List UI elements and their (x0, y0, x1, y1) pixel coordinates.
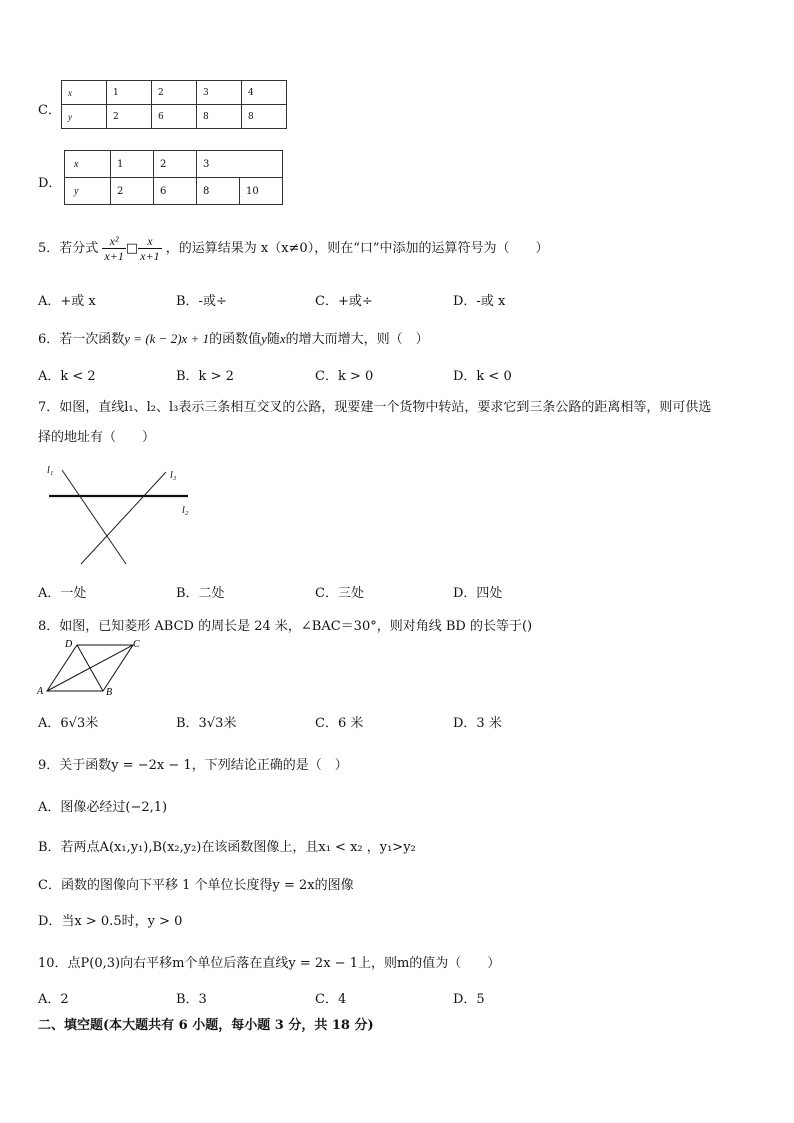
q7-option-d: D．四处 (453, 586, 503, 601)
q5-suffix: ，的运算结果为 x（x≠0），则在“口”中添加的运算符号为（ ） (165, 241, 549, 256)
question-5 (38, 234, 549, 263)
q5-option-a: A．+或 x (38, 294, 96, 309)
q6-suffix: 的增大而增大，则（ ） (285, 332, 429, 347)
question-7-line-1: 7．如图，直线l₁、l₂、l₃表示三条相互交叉的公路，现要建一个货物中转站，要求它到三条公路的距离相等，则可供选 (38, 400, 712, 415)
q9-option-b: B．若两点A(x₁,y₁),B(x₂,y₂)在该函数图像上，且x₁ < x₂ ，y₁>y₂ (38, 840, 416, 855)
q6-option-c: C．k > 0 (315, 369, 374, 384)
q10-option-c: C．4 (315, 992, 347, 1007)
question-8: 8．如图，已知菱形 ABCD 的周长是 24 米，∠BAC＝30°，则对角线 BD 的长等于() (38, 619, 533, 634)
table-cell: x (65, 151, 111, 178)
q9-option-d: D．当x > 0.5时，y > 0 (38, 914, 183, 929)
question-6 (38, 328, 429, 347)
q5-fraction-1-numerator: x² (102, 234, 125, 249)
table-cell: 1 (111, 151, 154, 178)
q10-option-d: D．5 (453, 992, 485, 1007)
q10-option-b: B．3 (176, 992, 207, 1007)
table-cell: y (62, 105, 107, 129)
label-b: B (106, 687, 113, 698)
q5-fraction-1 (102, 234, 125, 263)
q6-formula: y = (k − 2)x + 1 (124, 331, 210, 346)
q9-option-c: C．函数的图像向下平移 1 个单位长度得y = 2x的图像 (38, 878, 354, 893)
q5-fraction-2-numerator: x (138, 234, 161, 249)
table-cell: 6 (152, 105, 197, 129)
q5-option-b: B．-或÷ (176, 294, 227, 309)
q8-option-c: C．6 米 (315, 716, 364, 731)
section-2-heading: 二、填空题(本大题共有 6 小题，每小题 3 分，共 18 分) (38, 1018, 374, 1033)
q6-mid2: 随 (266, 332, 280, 347)
q7-option-a: A．一处 (38, 586, 87, 601)
q5-option-d: D．-或 x (453, 294, 506, 309)
table-cell: 2 (111, 178, 154, 205)
table-cell: 2 (152, 81, 197, 105)
label-d: D (65, 639, 73, 650)
label-a: A (37, 686, 44, 697)
q8-option-d: D．3 米 (453, 716, 502, 731)
label-l1: l₁ (47, 465, 54, 476)
q8-option-b: B．3√3米 (176, 716, 237, 731)
option-c-label: C． (38, 103, 61, 118)
table-cell: 2 (154, 151, 197, 178)
q7-option-b: B．二处 (176, 586, 225, 601)
table-cell: 4 (242, 81, 287, 105)
q7-option-c: C．三处 (315, 586, 364, 601)
q5-fraction-2-denominator: x+1 (140, 249, 160, 263)
table-cell: 3 (197, 81, 242, 105)
q6-option-d: D．k < 0 (453, 369, 512, 384)
q6-option-a: A．k < 2 (38, 369, 96, 384)
table-cell: 10 (240, 178, 283, 205)
table-row (65, 178, 283, 205)
table-cell: 2 (107, 105, 152, 129)
line-l3 (81, 472, 166, 564)
q6-prefix: 6．若一次函数 (38, 332, 125, 347)
table-row (62, 81, 287, 105)
q9-option-a: A．图像必经过(−2,1) (38, 800, 168, 815)
table-cell: 8 (197, 105, 242, 129)
question-7-line-2: 择的地址有（ ） (38, 430, 156, 445)
table-cell: 8 (197, 178, 240, 205)
q8-option-a: A．6√3米 (38, 716, 99, 731)
q5-fraction-2 (138, 234, 161, 263)
option-d-label: D． (38, 176, 62, 191)
q5-prefix: 5．若分式 (38, 241, 99, 256)
table-cell: y (65, 178, 111, 205)
question-10: 10．点P(0,3)向右平移m个单位后落在直线y = 2x − 1上，则m的值为（ ） (38, 956, 501, 971)
q6-var-y: y (261, 331, 267, 346)
option-c-table (61, 80, 287, 129)
table-row (65, 151, 283, 178)
table-cell: 8 (242, 105, 287, 129)
option-d-table (64, 150, 283, 205)
table-row (62, 105, 287, 129)
label-l3: l₃ (170, 470, 177, 481)
q6-option-b: B．k > 2 (176, 369, 234, 384)
table-cell: 3 (197, 151, 283, 178)
question-9: 9．关于函数y = −2x − 1，下列结论正确的是（ ） (38, 758, 348, 773)
label-l2: l₂ (182, 505, 189, 516)
q6-var-x: x (279, 331, 286, 346)
table-cell: x (62, 81, 107, 105)
label-c: C (133, 639, 140, 650)
q5-option-c: C．+或÷ (315, 294, 373, 309)
diagonal-bd (77, 645, 103, 691)
q10-option-a: A．2 (38, 992, 69, 1007)
q6-mid: 的函数值 (209, 332, 262, 347)
three-lines-figure (40, 458, 200, 570)
rhombus-figure (36, 636, 152, 698)
table-cell: 1 (107, 81, 152, 105)
q5-box: □ (125, 241, 139, 256)
q5-fraction-1-denominator: x+1 (104, 249, 124, 263)
table-cell: 6 (154, 178, 197, 205)
